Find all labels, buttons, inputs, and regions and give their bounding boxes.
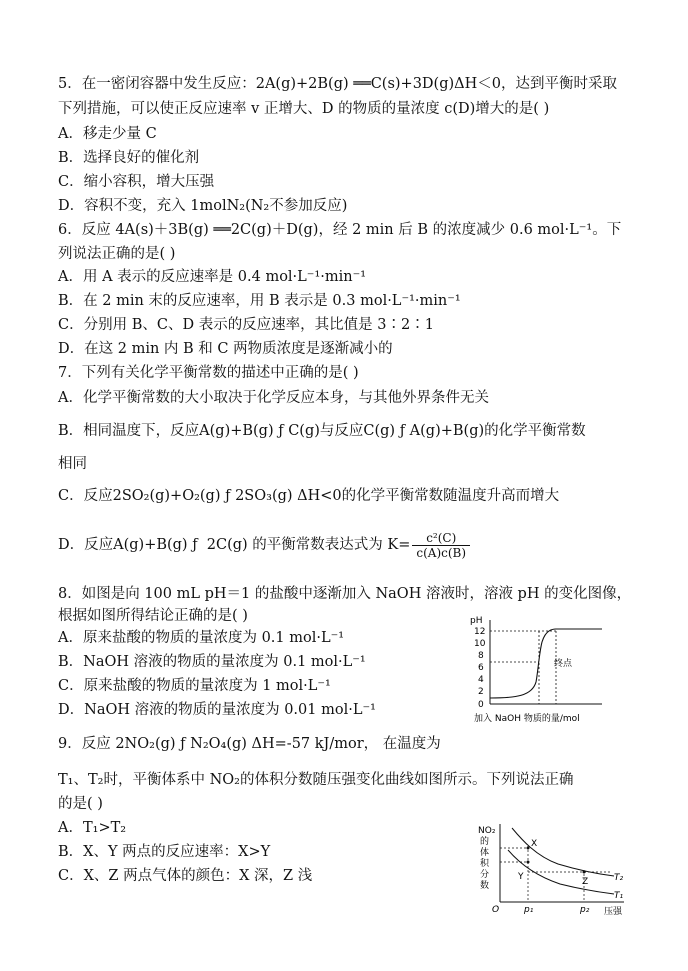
p2-label: p₂ xyxy=(580,905,590,915)
ph-titration-graph xyxy=(464,612,614,728)
q8-option-b: B．NaOH 溶液的物质的量浓度为 0.1 mol·L⁻¹ xyxy=(58,654,366,670)
q5-stem-line2: 下列措施，可以使正反应速率 v 正增大、D 的物质的量浓度 c(D)增大的是( ) xyxy=(58,101,550,117)
origin-label: O xyxy=(492,905,500,915)
ytick-10: 10 xyxy=(474,639,486,649)
q5-stem-line1: 5．在一密闭容器中发生反应：2A(g)+2B(g) ══C(s)+3D(g)ΔH＜0，达到平衡时采取 xyxy=(58,76,617,92)
endpoint-label: 终点 xyxy=(554,659,573,669)
q8-option-c: C．原来盐酸的物质的量浓度为 1 mol·L⁻¹ xyxy=(58,678,331,694)
q5-option-a: A．移走少量 C xyxy=(58,126,157,142)
xlabel-pressure: 压强 xyxy=(604,907,623,917)
point-x-marker xyxy=(527,847,530,850)
curve-t2-label: T₂ xyxy=(614,873,624,883)
q5-option-d: D．容积不变，充入 1molN₂(N₂不参加反应) xyxy=(58,198,348,214)
equilibrium-constant-fraction xyxy=(412,531,470,560)
p1-label: p₁ xyxy=(524,905,534,915)
q9-stem-line3: 的是( ) xyxy=(58,796,103,812)
curve-t2 xyxy=(512,828,614,876)
titration-curve xyxy=(490,629,602,698)
ytick-0: 0 xyxy=(478,700,484,710)
ylabel-char-2: 体 xyxy=(480,848,490,858)
q8-stem-line1: 8．如图是向 100 mL pH＝1 的盐酸中逐渐加入 NaOH 溶液时，溶液 pH 的变化图像， xyxy=(58,586,632,602)
curve-t1-label: T₁ xyxy=(614,891,624,901)
point-z-label: Z xyxy=(582,877,589,887)
q6-option-a: A．用 A 表示的反应速率是 0.4 mol·L⁻¹·min⁻¹ xyxy=(58,269,367,285)
q6-option-d: D．在这 2 min 内 B 和 C 两物质浓度是逐渐减小的 xyxy=(58,341,393,357)
q7-option-a: A．化学平衡常数的大小取决于化学反应本身，与其他外界条件无关 xyxy=(58,390,489,406)
ylabel-char-1: 的 xyxy=(480,837,490,847)
point-y-label: Y xyxy=(518,872,524,882)
q6-option-c: C．分别用 B、C、D 表示的反应速率，其比值是 3∶2∶1 xyxy=(58,317,434,333)
ylabel-char-3: 积 xyxy=(480,859,490,869)
fraction-numerator: c²(C) xyxy=(412,531,470,546)
q5-option-b: B．选择良好的催化剂 xyxy=(58,150,200,166)
point-y-marker xyxy=(527,861,530,864)
q7-option-d xyxy=(58,527,470,563)
ytick-12: 12 xyxy=(474,627,486,637)
ylabel-char-4: 分 xyxy=(480,870,490,880)
q7-option-b-line2: 相同 xyxy=(58,456,87,472)
ylabel-char-5: 数 xyxy=(480,881,490,891)
q7-option-b-line1: B．相同温度下，反应A(g)+B(g) ƒ C(g)与反应C(g) ƒ A(g)+B(g)的化学平衡常数 xyxy=(58,423,586,439)
q9-stem-line1: 9．反应 2NO₂(g) ƒ N₂O₄(g) ΔH=-57 kJ/mor， 在温度为 xyxy=(58,736,441,752)
q8-option-d: D．NaOH 溶液的物质的量浓度为 0.01 mol·L⁻¹ xyxy=(58,702,376,718)
q9-stem-line2: T₁、T₂时，平衡体系中 NO₂的体积分数随压强变化曲线如图所示。下列说法正确 xyxy=(58,772,574,788)
ylabel-no2: NO₂ xyxy=(478,826,496,836)
q5-option-c: C．缩小容积，增大压强 xyxy=(58,174,215,190)
graph-ylabel-ph: pH xyxy=(470,616,483,626)
no2-fraction-graph xyxy=(478,822,638,922)
fraction-denominator: c(A)c(B) xyxy=(416,545,467,560)
ytick-8: 8 xyxy=(478,651,484,661)
ytick-2: 2 xyxy=(478,687,484,697)
ytick-4: 4 xyxy=(478,675,484,685)
q8-option-a: A．原来盐酸的物质的量浓度为 0.1 mol·L⁻¹ xyxy=(58,630,345,646)
q7-stem: 7．下列有关化学平衡常数的描述中正确的是( ) xyxy=(58,365,359,381)
q6-stem-line1: 6．反应 4A(s)＋3B(g) ══2C(g)＋D(g)，经 2 min 后 B 的浓度减少 0.6 mol·L⁻¹。下 xyxy=(58,222,622,238)
q6-option-b: B．在 2 min 末的反应速率，用 B 表示是 0.3 mol·L⁻¹·min⁻¹ xyxy=(58,293,461,309)
ytick-6: 6 xyxy=(478,663,484,673)
point-z-marker xyxy=(583,871,586,874)
q8-stem-line2: 根据如图所得结论正确的是( ) xyxy=(58,608,248,624)
q7-option-c: C．反应2SO₂(g)+O₂(g) ƒ 2SO₃(g) ΔH<0的化学平衡常数随温度升高而增大 xyxy=(58,488,560,504)
graph-xlabel: 加入 NaOH 物质的量/mol xyxy=(474,714,580,724)
q7-option-d-text: D．反应A(g)+B(g) ƒ 2C(g) 的平衡常数表达式为 K= xyxy=(58,537,411,553)
q6-stem-line2: 列说法正确的是( ) xyxy=(58,246,176,262)
point-x-label: X xyxy=(531,839,538,849)
q9-option-b: B．X、Y 两点的反应速率：X>Y xyxy=(58,844,271,860)
q9-option-a: A．T₁>T₂ xyxy=(58,820,127,836)
q9-option-c: C．X、Z 两点气体的颜色：X 深，Z 浅 xyxy=(58,868,313,884)
